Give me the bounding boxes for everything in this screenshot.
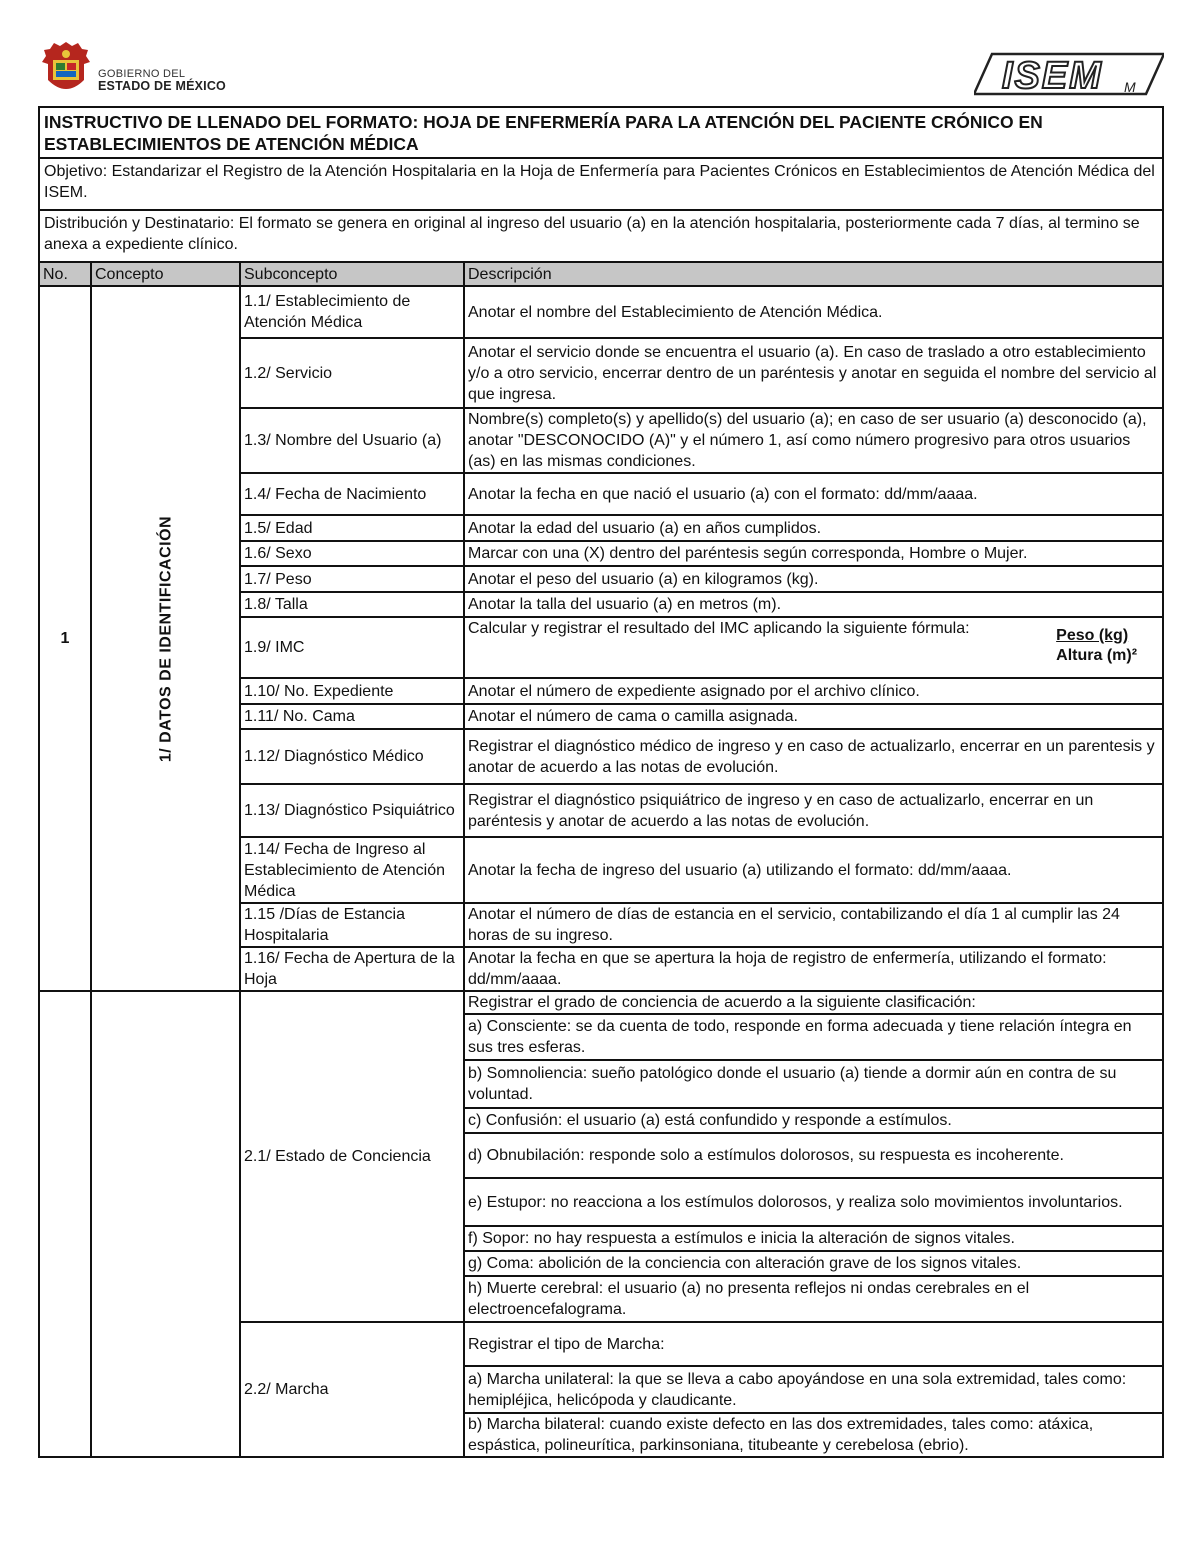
description-cell: a) Consciente: se da cuenta de todo, responde en forma adecuada y tiene relación íntegra en sus tres esferas. [464, 1014, 1163, 1060]
description-cell: e) Estupor: no reacciona a los estímulos dolorosos, y realiza solo movimientos involuntarios. [464, 1178, 1163, 1226]
description-cell: Anotar la fecha en que se apertura la hoja de registro de enfermería, utilizando el formato: dd/mm/aaaa. [464, 947, 1163, 991]
description-cell: Anotar el nombre del Establecimiento de Atención Médica. [464, 286, 1163, 338]
subconcept-cell: 1.11/ No. Cama [240, 704, 464, 729]
description-cell: Anotar el peso del usuario (a) en kilogramos (kg). [464, 566, 1163, 592]
description-cell: Anotar la fecha de ingreso del usuario (a) utilizando el formato: dd/mm/aaaa. [464, 837, 1163, 903]
section-1-concept-label: 1/ DATOS DE IDENTIFICACIÓN [157, 515, 174, 762]
description-cell: Registrar el grado de conciencia de acuerdo a la siguiente clasificación: [464, 991, 1163, 1014]
subconcept-cell: 1.14/ Fecha de Ingreso al Establecimiento de Atención Médica [240, 837, 464, 903]
subconcept-cell: 1.16/ Fecha de Apertura de la Hoja [240, 947, 464, 991]
estado-de-mexico-label: ESTADO DE MÉXICO [98, 79, 226, 93]
subconcept-cell: 1.5/ Edad [240, 515, 464, 541]
distribucion-text: Distribución y Destinatario: El formato se genera en original al ingreso del usuario (a) en la atención hospitalaria, posteriormente cada 7 días, al termino se anexa a expediente clínico. [39, 210, 1163, 262]
description-cell: Anotar la fecha en que nació el usuario (a) con el formato: dd/mm/aaaa. [464, 473, 1163, 515]
description-cell: Anotar el número de cama o camilla asignada. [464, 704, 1163, 729]
column-header-no: No. [39, 262, 91, 286]
subconcept-cell: 1.13/ Diagnóstico Psiquiátrico [240, 784, 464, 837]
description-cell: Anotar el número de días de estancia en el servicio, contabilizando el día 1 al cumplir las 24 horas de su ingreso. [464, 903, 1163, 947]
page-header [38, 40, 1164, 104]
description-cell: Anotar la edad del usuario (a) en años cumplidos. [464, 515, 1163, 541]
subconcept-cell: 1.12/ Diagnóstico Médico [240, 729, 464, 784]
description-cell: g) Coma: abolición de la conciencia con alteración grave de los signos vitales. [464, 1251, 1163, 1276]
subconcept-cell: 1.10/ No. Expediente [240, 678, 464, 704]
subconcept-cell: 1.7/ Peso [240, 566, 464, 592]
subconcept-cell: 1.8/ Talla [240, 592, 464, 617]
section-2-concept [91, 991, 240, 1457]
column-header-row [39, 262, 1163, 286]
description-cell: Registrar el diagnóstico psiquiátrico de ingreso y en caso de actualizarlo, encerrar en un paréntesis y anotar de acuerdo a las notas de evolución. [464, 784, 1163, 837]
description-cell: d) Obnubilación: responde solo a estímulos dolorosos, su respuesta es incoherente. [464, 1133, 1163, 1178]
description-cell: Anotar la talla del usuario (a) en metros (m). [464, 592, 1163, 617]
isem-logo-text: ISEM [1002, 55, 1103, 96]
description-cell: h) Muerte cerebral: el usuario (a) no presenta reflejos ni ondas cerebrales en el electroencefalograma. [464, 1276, 1163, 1322]
description-cell: b) Somnoliencia: sueño patológico donde el usuario (a) tiende a dormir aún en contra de su voluntad. [464, 1060, 1163, 1108]
column-header-descripcion: Descripción [464, 262, 1163, 286]
subconcept-cell-marcha: 2.2/ Marcha [240, 1322, 464, 1457]
description-cell: Anotar el número de expediente asignado por el archivo clínico. [464, 678, 1163, 704]
isem-logo [974, 52, 1164, 96]
description-cell: Registrar el diagnóstico médico de ingreso y en caso de actualizarlo, encerrar en un parentesis y anotar de acuerdo a las notas de evolución. [464, 729, 1163, 784]
description-cell: a) Marcha unilateral: la que se lleva a cabo apoyándose en una sola extremidad, tales como: hemipléjica, helicópoda y claudicante. [464, 1366, 1163, 1413]
subconcept-cell: 1.3/ Nombre del Usuario (a) [240, 408, 464, 473]
estado-de-mexico-crest-icon [38, 40, 94, 98]
description-cell: Nombre(s) completo(s) y apellido(s) del usuario (a); en caso de ser usuario (a) desconocido (a), anotar "DESCONOCIDO (A)" y el número 1, así como número progresivo para otros usuarios (as) en las mismas condiciones. [464, 408, 1163, 473]
section-1-number: 1 [39, 286, 91, 991]
imc-description: Calcular y registrar el resultado del IMC aplicando la siguiente fórmula: [468, 620, 970, 637]
subconcept-cell-conciencia: 2.1/ Estado de Conciencia [240, 991, 464, 1322]
subconcept-cell: 1.6/ Sexo [240, 541, 464, 566]
objetivo-text: Objetivo: Estandarizar el Registro de la Atención Hospitalaria en la Hoja de Enfermería para Pacientes Crónicos en Establecimientos de Atención Médica del ISEM. [39, 158, 1163, 210]
subconcept-cell: 1.15 /Días de Estancia Hospitalaria [240, 903, 464, 947]
description-cell: f) Sopor: no hay respuesta a estímulos e inicia la alteración de signos vitales. [464, 1226, 1163, 1251]
description-cell: Marcar con una (X) dentro del paréntesis según corresponda, Hombre o Mujer. [464, 541, 1163, 566]
section-1-concept [91, 286, 240, 991]
table-row [39, 991, 1163, 1014]
imc-formula-denominator: Altura (m)² [1056, 647, 1138, 664]
column-header-concepto: Concepto [91, 262, 240, 286]
column-header-subconcepto: Subconcepto [240, 262, 464, 286]
subconcept-cell: 1.2/ Servicio [240, 338, 464, 408]
subconcept-cell: 1.4/ Fecha de Nacimiento [240, 473, 464, 515]
document-title: INSTRUCTIVO DE LLENADO DEL FORMATO: HOJA DE ENFERMERÍA PARA LA ATENCIÓN DEL PACIENTE CRÓNICO EN ESTABLECIMIENTOS DE ATENCIÓN MÉDICA [39, 107, 1163, 158]
subconcept-cell: 1.9/ IMC [240, 617, 464, 678]
imc-formula-numerator: Peso (kg) [1056, 627, 1129, 644]
description-cell: c) Confusión: el usuario (a) está confundido y responde a estímulos. [464, 1108, 1163, 1133]
description-cell: Anotar el servicio donde se encuentra el usuario (a). En caso de traslado a otro establecimiento y/o a otro servicio, encerrar dentro de un paréntesis y anotar en seguida el nombre del servicio al que ingresa. [464, 338, 1163, 408]
description-cell: Registrar el tipo de Marcha: [464, 1322, 1163, 1366]
gobierno-del-label: GOBIERNO DEL [98, 68, 186, 80]
description-cell [464, 617, 1163, 678]
description-cell: b) Marcha bilateral: cuando existe defecto en las dos extremidades, tales como: atáxica, espástica, polineurítica, parkinsoniana, titubeante y cerebelosa (ebrio). [464, 1413, 1163, 1457]
instructivo-table [38, 106, 1164, 1458]
section-2-number [39, 991, 91, 1457]
isem-logo-sub: M [1124, 79, 1136, 95]
imc-formula [1056, 626, 1137, 666]
table-row [39, 286, 1163, 338]
subconcept-cell: 1.1/ Establecimiento de Atención Médica [240, 286, 464, 338]
